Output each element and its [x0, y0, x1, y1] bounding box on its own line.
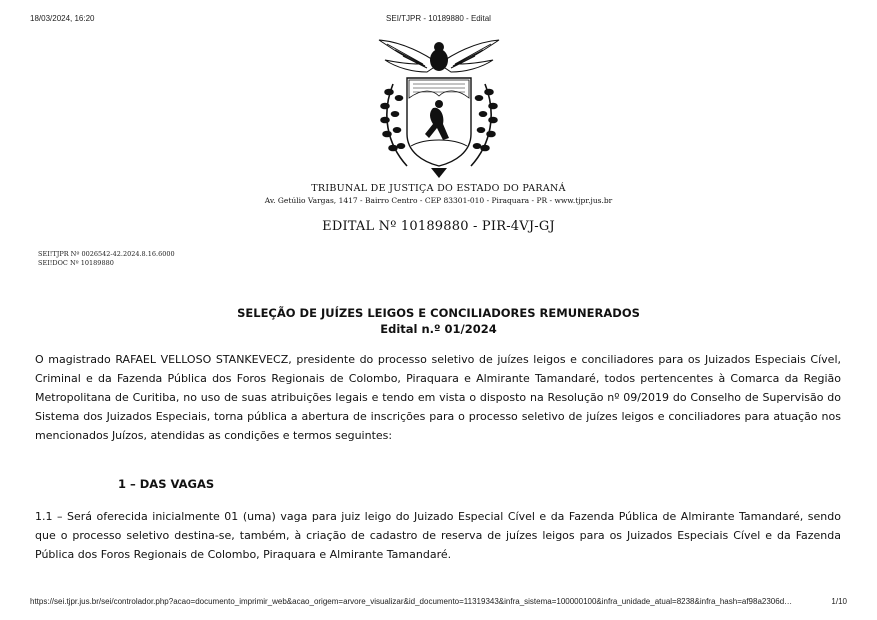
institution-address: Av. Getúlio Vargas, 1417 - Bairro Centro - CEP 83301-010 - Piraquara - PR - www.tjpr.jus.br: [264, 196, 613, 205]
print-url: https://sei.tjpr.jus.br/sei/controlador.php?acao=documento_imprimir_web&acao_origem=arvore_visualizar&id_documento=11319343&infra_sistema=100000100&infra_unidade_atual=8238&infra_hash=af98a2306d…: [30, 597, 793, 606]
selection-title: SELEÇÃO DE JUÍZES LEIGOS E CONCILIADORES REMUNERADOS: [237, 306, 640, 320]
document-title: EDITAL Nº 10189880 - PIR-4VJ-GJ: [322, 219, 555, 234]
document-references: [38, 250, 175, 268]
parana-coat-of-arms-icon: [373, 34, 505, 182]
doc-number: SEI!DOC Nº 10189880: [38, 259, 114, 267]
section-heading-vagas: 1 – DAS VAGAS: [118, 477, 215, 491]
page-number: 1/10: [831, 597, 847, 606]
selection-subtitle: Edital n.º 01/2024: [380, 322, 497, 336]
print-datetime: 18/03/2024, 16:20: [30, 14, 95, 23]
intro-paragraph: O magistrado RAFAEL VELLOSO STANKEVECZ, presidente do processo seletivo de juízes leigos e conciliadores para os Juizados Especiais Cível, Criminal e da Fazenda Pública dos Foros Regionais de Colombo, Piraquara e Almirante Tamandaré, todos pertencentes à Comarca da Região Metropolitana de Curitiba, no uso de suas atribuições legais e tendo em vista o disposto na Resolução nº 09/2019 do Conselho de Supervisão do Sistema dos Juizados Especiais, torna pública a abertura de inscrições para o processo seletivo de juízes leigos e conciliadores para atuação nos mencionados Juízos, atendidas as condições e termos seguintes:: [35, 353, 841, 442]
selection-heading: [0, 305, 877, 337]
item-1-1-paragraph: 1.1 – Será oferecida inicialmente 01 (uma) vaga para juiz leigo do Juizado Especial Cível e da Fazenda Pública de Almirante Tamandaré, sendo que o processo seletivo destina-se, também, à criação de cadastro de reserva de juízes leigos para os Juizados Especiais Cível e da Fazenda Pública dos Foros Regionais de Colombo, Piraquara e Almirante Tamandaré.: [35, 510, 841, 561]
print-title: SEI/TJPR - 10189880 - Edital: [386, 14, 491, 23]
institution-name: TRIBUNAL DE JUSTIÇA DO ESTADO DO PARANÁ: [311, 183, 566, 194]
process-number: SEI!TJPR Nº 0026542-42.2024.8.16.6000: [38, 250, 175, 258]
